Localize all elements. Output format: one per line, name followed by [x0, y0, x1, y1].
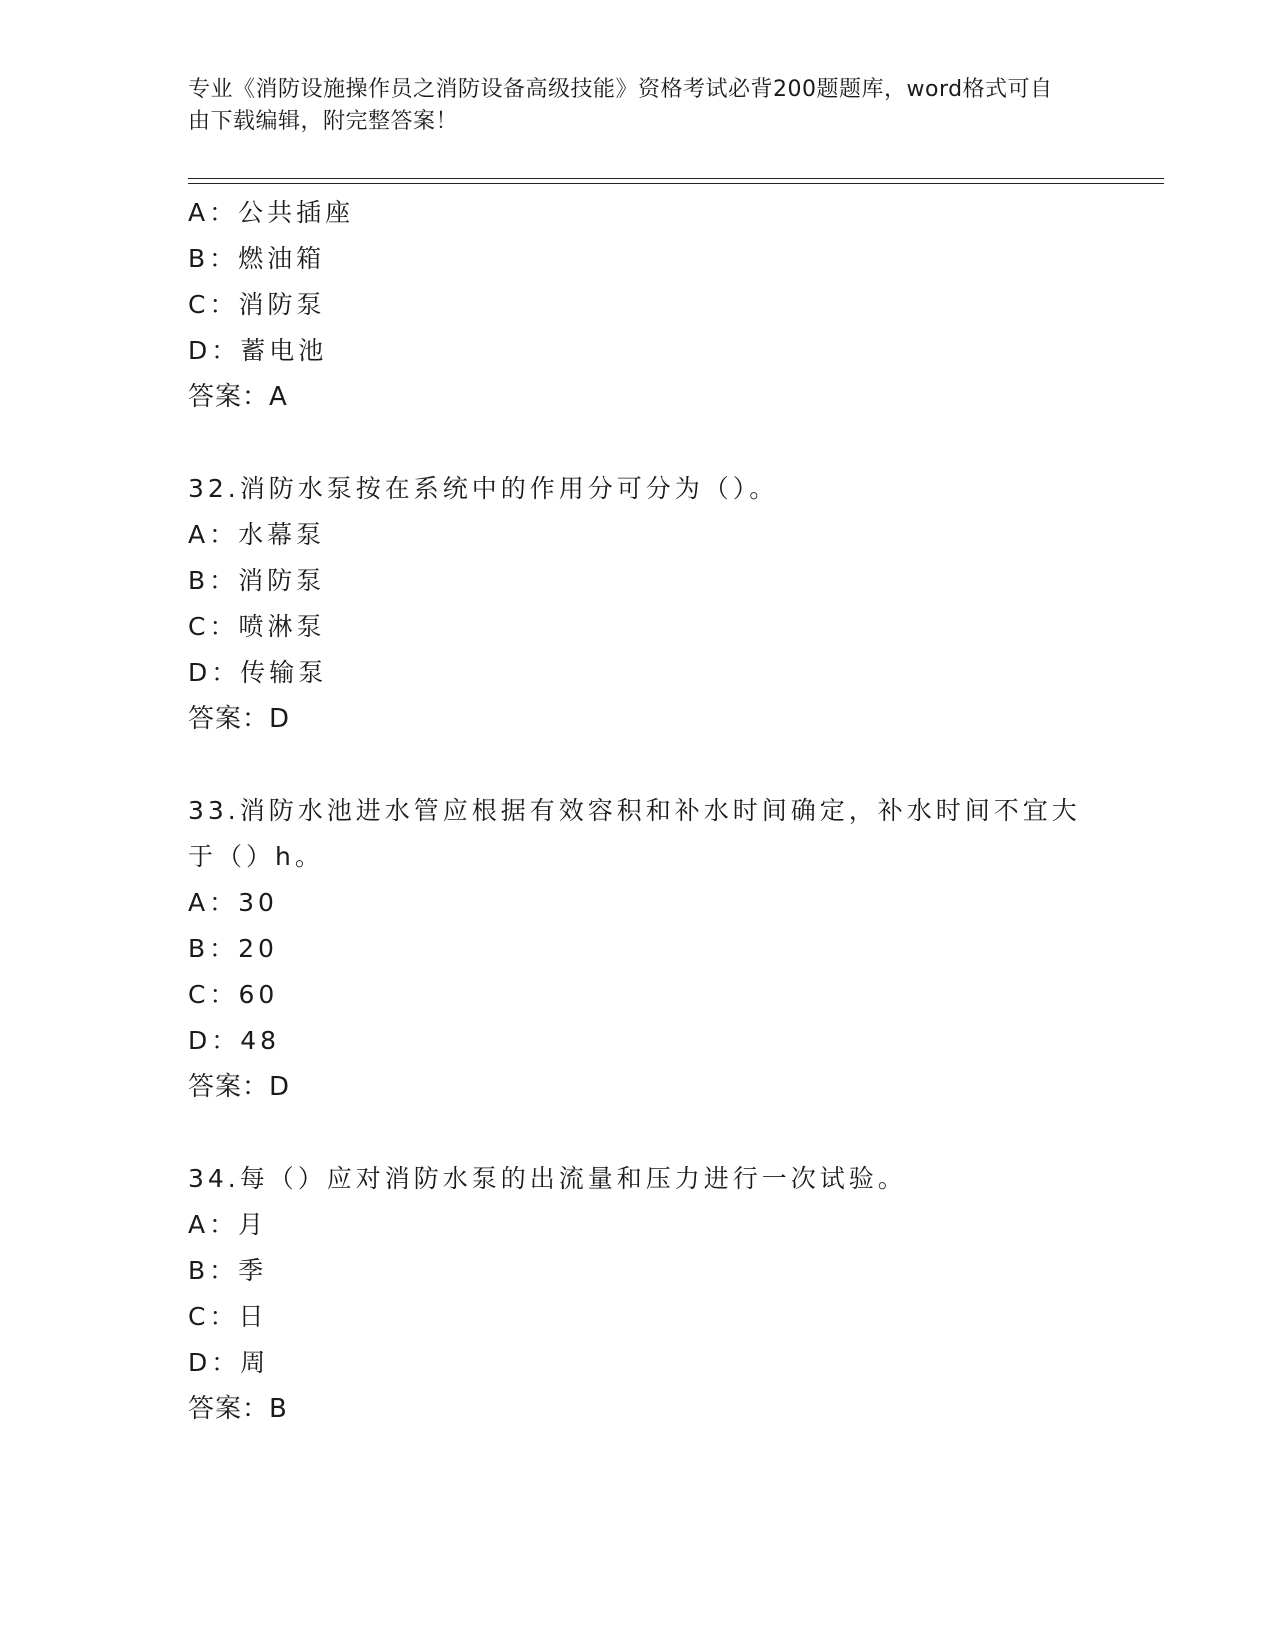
answer-line: 答案：B: [188, 1394, 288, 1424]
option-d: D：传输泵: [188, 658, 328, 687]
question-text: 34.每（）应对消防水泵的出流量和压力进行一次试验。: [188, 1164, 907, 1193]
option-b: B：燃油箱: [188, 244, 326, 273]
option-c: C：60: [188, 980, 279, 1009]
question-list: [188, 190, 1148, 1432]
header-rule-bottom: [188, 183, 1164, 184]
option-a: A：月: [188, 1210, 268, 1239]
spacer: [188, 742, 1148, 788]
header-rule-top: [188, 178, 1164, 179]
option-b: B：20: [188, 934, 278, 963]
option-c: C：喷淋泵: [188, 612, 326, 641]
question-text: 32.消防水泵按在系统中的作用分可分为（）。: [188, 474, 779, 503]
spacer: [188, 420, 1148, 466]
question-text: 33.消防水池进水管应根据有效容积和补水时间确定，补水时间不宜大于（）h。: [188, 796, 1081, 871]
question-block: [188, 788, 1148, 1110]
option-c: C：日: [188, 1302, 268, 1331]
option-b: B：消防泵: [188, 566, 326, 595]
option-a: A：公共插座: [188, 198, 355, 227]
answer-line: 答案：A: [188, 382, 288, 412]
answer-line: 答案：D: [188, 1072, 291, 1102]
option-a: A：30: [188, 888, 278, 917]
option-b: B：季: [188, 1256, 268, 1285]
question-block: [188, 1156, 1148, 1432]
document-header: 专业《消防设施操作员之消防设备高级技能》资格考试必背200题题库，word格式可自由下载编辑，附完整答案！: [188, 77, 1053, 134]
option-d: D：48: [188, 1026, 281, 1055]
option-d: D：蓄电池: [188, 336, 328, 365]
answer-line: 答案：D: [188, 704, 291, 734]
question-block: [188, 466, 1148, 742]
option-d: D：周: [188, 1348, 270, 1377]
question-block: [188, 190, 1148, 420]
option-a: A：水幕泵: [188, 520, 326, 549]
spacer: [188, 1110, 1148, 1156]
option-c: C：消防泵: [188, 290, 326, 319]
